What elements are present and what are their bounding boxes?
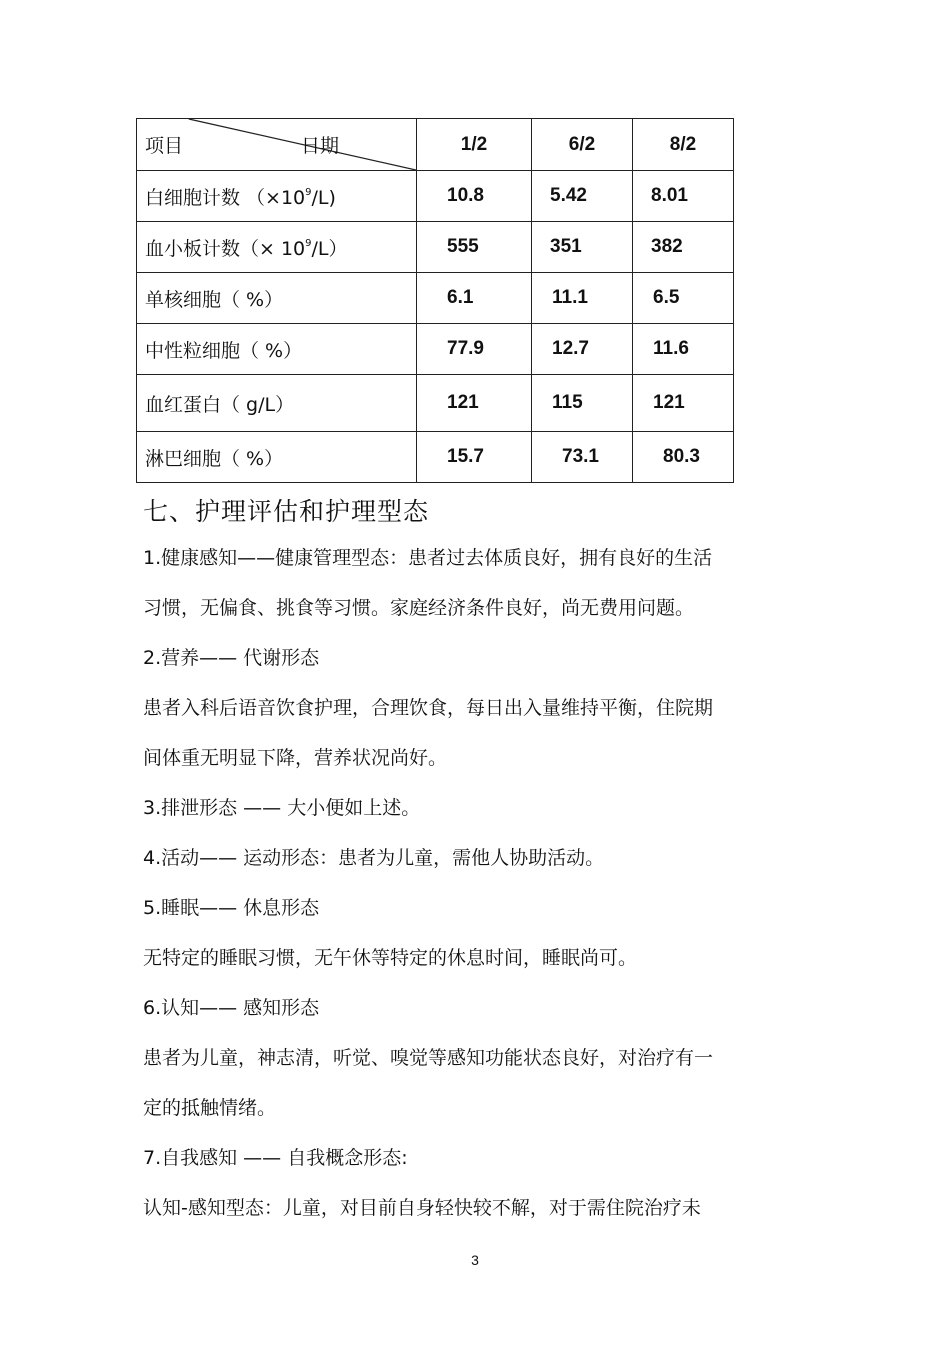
row-value: 351 — [532, 222, 633, 273]
diagonal-header-cell — [137, 119, 417, 171]
table-row — [137, 432, 734, 483]
paragraph-line: 认知-感知型态：儿童，对目前自身轻快较不解，对于需住院治疗未 — [143, 1197, 701, 1219]
row-label: 血红蛋白（ g/L） — [137, 375, 417, 432]
table-header-row — [137, 119, 734, 171]
row-value: 12.7 — [532, 324, 633, 375]
row-value: 15.7 — [417, 432, 532, 483]
row-label: 单核细胞（ %） — [137, 273, 417, 324]
row-label-sup: 9 — [305, 237, 312, 249]
row-value: 10.8 — [417, 171, 532, 222]
table-row — [137, 273, 734, 324]
header-date-0: 1/2 — [417, 119, 532, 171]
row-value: 77.9 — [417, 324, 532, 375]
paragraph-line: 7.自我感知 —— 自我概念形态: — [143, 1147, 408, 1169]
row-value: 121 — [633, 375, 734, 432]
paragraph-line: 1.健康感知——健康管理型态：患者过去体质良好，拥有良好的生活 — [143, 547, 713, 569]
paragraph-line: 4.活动—— 运动形态：患者为儿童，需他人协助活动。 — [143, 847, 605, 869]
row-value: 80.3 — [633, 432, 734, 483]
row-label-unit: /L） — [311, 237, 348, 260]
row-label-text: 白细胞计数 （×10 — [145, 186, 306, 209]
row-value: 115 — [532, 375, 633, 432]
row-label: 淋巴细胞（ %） — [137, 432, 417, 483]
row-value: 382 — [633, 222, 734, 273]
row-value: 6.5 — [633, 273, 734, 324]
paragraph-line: 3.排泄形态 —— 大小便如上述。 — [143, 797, 421, 819]
table-row — [137, 324, 734, 375]
row-label — [137, 171, 417, 222]
paragraph-line: 患者入科后语音饮食护理，合理饮食，每日出入量维持平衡，住院期 — [143, 697, 714, 719]
paragraph-line: 5.睡眠—— 休息形态 — [143, 897, 320, 919]
header-item-label: 项目 — [145, 135, 184, 157]
section-title: 七、护理评估和护理型态 — [143, 497, 430, 526]
row-value: 73.1 — [532, 432, 633, 483]
table-row — [137, 222, 734, 273]
paragraph-line: 间体重无明显下降，营养状况尚好。 — [143, 747, 448, 769]
row-label — [137, 222, 417, 273]
row-label-text: 血小板计数（× 10 — [145, 237, 306, 260]
paragraph-line: 无特定的睡眠习惯，无午休等特定的休息时间，睡眠尚可。 — [143, 947, 638, 969]
row-label: 中性粒细胞（ %） — [137, 324, 417, 375]
table-row — [137, 171, 734, 222]
paragraph-line: 2.营养—— 代谢形态 — [143, 647, 320, 669]
row-label-unit: /L) — [311, 186, 336, 209]
paragraph-line: 定的抵触情绪。 — [143, 1097, 277, 1119]
paragraph-line: 患者为儿童，神志清，听觉、嗅觉等感知功能状态良好，对治疗有一 — [143, 1047, 714, 1069]
row-value: 8.01 — [633, 171, 734, 222]
row-label-sup: 9 — [305, 186, 312, 198]
paragraph-line: 习惯，无偏食、挑食等习惯。家庭经济条件良好，尚无费用问题。 — [143, 597, 695, 619]
row-value: 5.42 — [532, 171, 633, 222]
paragraph-line: 6.认知—— 感知形态 — [143, 997, 320, 1019]
row-value: 6.1 — [417, 273, 532, 324]
header-date-label: 日期 — [301, 135, 340, 157]
table-row — [137, 375, 734, 432]
header-date-2: 8/2 — [633, 119, 734, 171]
lab-results-table — [136, 118, 734, 483]
row-value: 11.1 — [532, 273, 633, 324]
row-value: 121 — [417, 375, 532, 432]
page-number: 3 — [471, 1252, 479, 1268]
row-value: 555 — [417, 222, 532, 273]
row-value: 11.6 — [633, 324, 734, 375]
header-date-1: 6/2 — [532, 119, 633, 171]
